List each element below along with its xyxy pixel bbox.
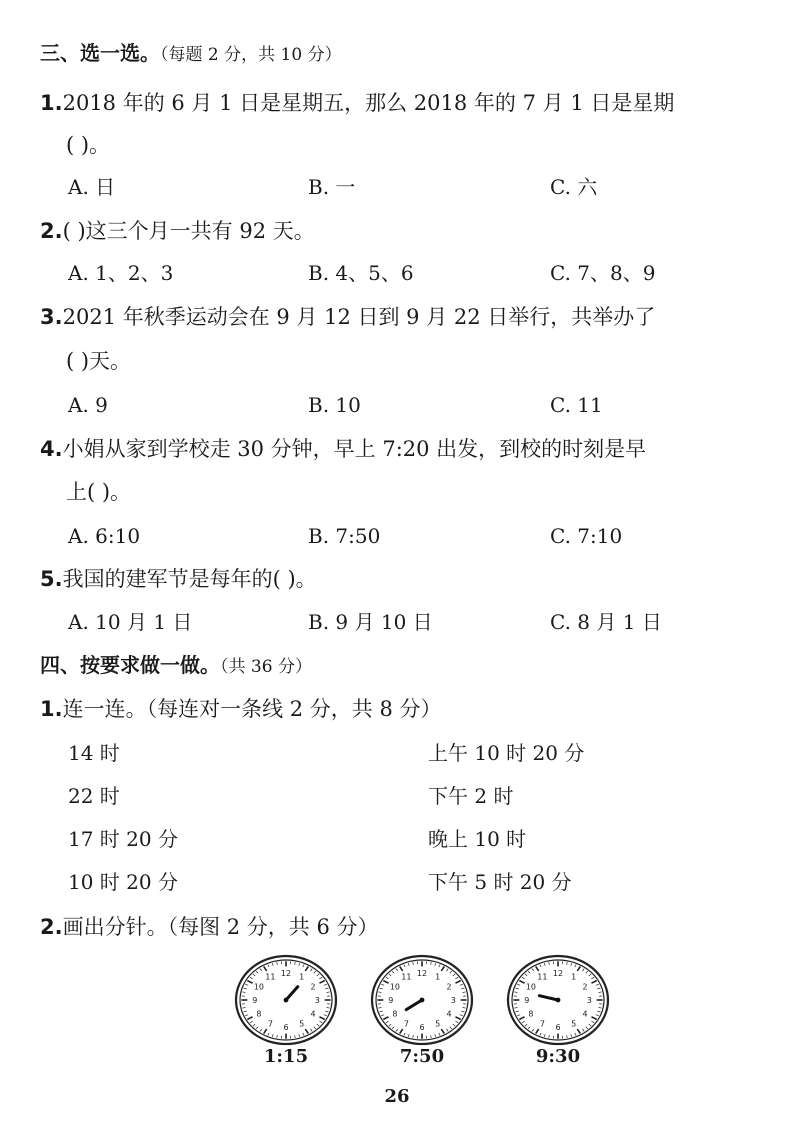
question-text: 小娟从家到学校走 30 分钟，早上 7:20 出发，到校的时刻是早 xyxy=(62,437,647,461)
option-c: C. 7:10 xyxy=(550,524,623,548)
clock-time-label: 9:30 xyxy=(535,1046,581,1067)
clock-numeral: 10 xyxy=(389,982,401,992)
clock-numeral: 1 xyxy=(571,972,577,982)
clock-time-label: 7:50 xyxy=(399,1046,445,1067)
clock-numeral: 4 xyxy=(446,1009,452,1019)
question-text: 2021 年秋季运动会在 9 月 12 日到 9 月 22 日举行，共举办了 xyxy=(62,305,656,329)
question-text: ( )这三个月一共有 92 天。 xyxy=(62,219,315,243)
option-b: B. 4、5、6 xyxy=(308,261,414,285)
clock-numeral: 6 xyxy=(555,1023,561,1033)
clock-numeral: 5 xyxy=(299,1019,305,1029)
clock-face[interactable] xyxy=(231,952,341,1048)
clock-numeral: 11 xyxy=(401,972,412,982)
clock-numeral: 4 xyxy=(582,1009,588,1019)
page-number: 26 xyxy=(384,1086,410,1107)
question-text: 2018 年的 6 月 1 日是星期五，那么 2018 年的 7 月 1 日是星期 xyxy=(62,91,675,115)
match-right-item[interactable]: 下午 5 时 20 分 xyxy=(428,870,572,894)
matching-question xyxy=(40,694,442,724)
section-3-header xyxy=(40,38,342,70)
clock-numeral: 1 xyxy=(435,972,441,982)
option-a: A. 1、2、3 xyxy=(68,261,174,285)
question-number: 1. xyxy=(40,697,63,721)
clock-numeral: 3 xyxy=(450,996,456,1005)
clock-numeral: 4 xyxy=(310,1009,316,1019)
clock-face[interactable] xyxy=(367,952,477,1048)
clock-numeral: 12 xyxy=(280,968,292,978)
clock-numeral: 9 xyxy=(388,996,394,1005)
option-c: C. 11 xyxy=(550,393,603,417)
question-4 xyxy=(40,434,646,464)
clock-numeral: 7 xyxy=(267,1019,273,1029)
question-2 xyxy=(40,216,315,246)
option-b: B. 7:50 xyxy=(308,524,381,548)
clock-numeral: 2 xyxy=(446,982,452,992)
match-right-item[interactable]: 上午 10 时 20 分 xyxy=(428,741,585,765)
section-3-note: （每题 2 分，共 10 分） xyxy=(160,45,342,65)
clock-numeral: 8 xyxy=(392,1009,398,1019)
question-number: 1. xyxy=(40,91,63,115)
section-3-title: 三、选一选。 xyxy=(40,41,160,65)
clock-time-label: 1:15 xyxy=(263,1046,309,1067)
match-right-item[interactable]: 下午 2 时 xyxy=(428,784,514,808)
question-number: 4. xyxy=(40,437,63,461)
clock-face[interactable] xyxy=(503,952,613,1048)
clock-numeral: 8 xyxy=(528,1009,534,1019)
clock-center-pin xyxy=(420,998,425,1003)
section-4-note: （共 36 分） xyxy=(220,657,312,677)
clock-numeral: 7 xyxy=(403,1019,409,1029)
clock-numeral: 10 xyxy=(525,982,537,992)
clock-numeral: 6 xyxy=(283,1023,289,1033)
clock-numeral: 2 xyxy=(310,982,316,992)
clock-numeral: 5 xyxy=(435,1019,441,1029)
option-c: C. 8 月 1 日 xyxy=(550,610,662,634)
question-4-continued: 上( )。 xyxy=(66,480,132,504)
match-left-item[interactable]: 22 时 xyxy=(68,784,120,808)
match-left-item[interactable]: 17 时 20 分 xyxy=(68,827,178,851)
match-right-item[interactable]: 晚上 10 时 xyxy=(428,827,527,851)
question-text: 连一连。（每连对一条线 2 分，共 8 分） xyxy=(62,697,442,721)
question-number: 2. xyxy=(40,219,63,243)
clock-numeral: 5 xyxy=(571,1019,577,1029)
clock-numeral: 2 xyxy=(582,982,588,992)
question-1 xyxy=(40,88,674,118)
question-3-continued: ( )天。 xyxy=(66,349,132,373)
clock-numeral: 11 xyxy=(265,972,276,982)
clock-numeral: 12 xyxy=(416,968,428,978)
option-b: B. 9 月 10 日 xyxy=(308,610,433,634)
question-number: 2. xyxy=(40,915,63,939)
question-5 xyxy=(40,564,317,594)
clock-numeral: 1 xyxy=(299,972,305,982)
option-a: A. 日 xyxy=(68,175,116,199)
option-c: C. 六 xyxy=(550,175,598,199)
clock-numeral: 11 xyxy=(537,972,548,982)
clock-numeral: 9 xyxy=(252,996,258,1005)
clock-center-pin xyxy=(284,998,289,1003)
clock-center-pin xyxy=(556,998,561,1003)
option-c: C. 7、8、9 xyxy=(550,261,656,285)
clock-numeral: 8 xyxy=(256,1009,262,1019)
option-b: B. 10 xyxy=(308,393,361,417)
section-4-header xyxy=(40,650,312,682)
question-text: 画出分针。（每图 2 分，共 6 分） xyxy=(62,915,379,939)
question-3 xyxy=(40,302,655,332)
question-number: 5. xyxy=(40,567,63,591)
clock-question xyxy=(40,912,379,942)
option-b: B. 一 xyxy=(308,175,356,199)
option-a: A. 6:10 xyxy=(68,524,141,548)
clock-numeral: 10 xyxy=(253,982,265,992)
option-a: A. 10 月 1 日 xyxy=(68,610,193,634)
match-left-item[interactable]: 14 时 xyxy=(68,741,120,765)
clock-numeral: 7 xyxy=(539,1019,545,1029)
question-number: 3. xyxy=(40,305,63,329)
match-left-item[interactable]: 10 时 20 分 xyxy=(68,870,178,894)
question-1-continued: ( )。 xyxy=(66,133,111,157)
clock-numeral: 12 xyxy=(552,968,564,978)
clock-numeral: 3 xyxy=(586,996,592,1005)
question-text: 我国的建军节是每年的( )。 xyxy=(62,567,317,591)
section-4-title: 四、按要求做一做。 xyxy=(40,653,220,677)
clock-numeral: 6 xyxy=(419,1023,425,1033)
clock-numeral: 3 xyxy=(314,996,320,1005)
clock-numeral: 9 xyxy=(524,996,530,1005)
option-a: A. 9 xyxy=(68,393,108,417)
